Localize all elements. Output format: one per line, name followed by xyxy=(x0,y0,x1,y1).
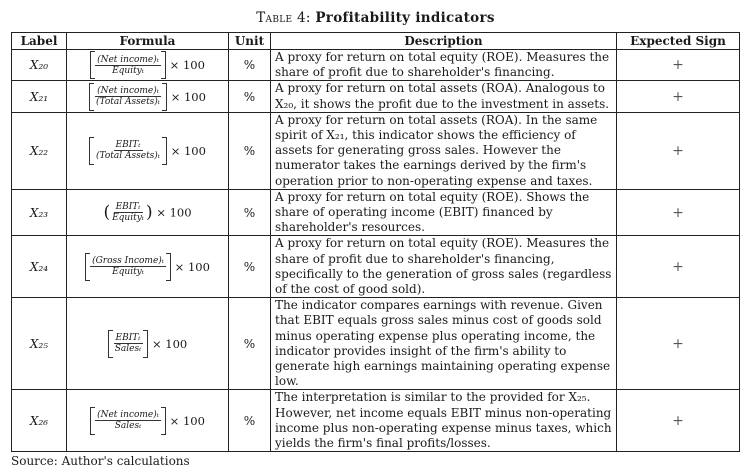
multiplier: × 100 xyxy=(169,58,205,73)
row-formula xyxy=(67,298,229,390)
row-unit: % xyxy=(229,390,271,452)
row-description: The indicator compares earnings with revenue. Given that EBIT equals gross sales minus cost of goods sold minus operating expense plus operating income, the indicator provides insight of the firm's ability to generate high earnings maintaining operating expense low. xyxy=(271,298,617,390)
fraction-denominator: (Total Assets)ₜ xyxy=(96,97,161,108)
header-expected-sign: Expected Sign xyxy=(617,33,740,50)
source-note: Source: Author's calculations xyxy=(11,454,190,469)
fraction-numerator: EBITₜ xyxy=(115,202,141,213)
header-description: Description xyxy=(271,33,617,50)
table-row xyxy=(12,298,740,390)
row-unit: % xyxy=(229,50,271,81)
fraction-numerator: EBITₜ xyxy=(115,333,141,344)
header-formula: Formula xyxy=(67,33,229,50)
table-number: Table 4: xyxy=(256,10,311,26)
header-label: Label xyxy=(12,33,67,50)
close-bracket xyxy=(166,253,171,281)
row-unit: % xyxy=(229,81,271,112)
fraction-denominator: Equityₜ xyxy=(112,65,144,76)
table-row xyxy=(12,189,740,236)
row-unit: % xyxy=(229,236,271,298)
row-label: X₂₄ xyxy=(12,236,67,298)
close-paren: ) xyxy=(146,202,153,223)
table-caption xyxy=(0,10,751,32)
fraction-numerator: (Gross Income)ₜ xyxy=(92,256,164,267)
row-description: The interpretation is similar to the provided for X₂₅. However, net income equals EBIT minus non-operating income plus non-operating expense minus taxes, which yields the firm's final profits/losses. xyxy=(271,390,617,452)
table-row xyxy=(12,112,740,189)
row-unit: % xyxy=(229,189,271,236)
row-unit: % xyxy=(229,298,271,390)
fraction xyxy=(110,202,146,223)
row-label: X₂₆ xyxy=(12,390,67,452)
row-formula xyxy=(67,390,229,452)
row-description: A proxy for return on total equity (ROE). Measures the share of profit due to shareholder's financing. xyxy=(271,50,617,81)
row-expected-sign: + xyxy=(617,189,740,236)
fraction xyxy=(95,410,161,431)
table-title: Profitability indicators xyxy=(315,10,495,26)
fraction xyxy=(95,55,161,76)
close-bracket xyxy=(143,330,148,358)
fraction xyxy=(90,256,166,277)
row-expected-sign: + xyxy=(617,81,740,112)
row-description: A proxy for return on total equity (ROE). Shows the share of operating income (EBIT) financed by shareholder's resources. xyxy=(271,189,617,236)
row-label: X₂₃ xyxy=(12,189,67,236)
fraction-numerator: EBITₜ xyxy=(115,140,141,151)
row-expected-sign: + xyxy=(617,390,740,452)
row-description: A proxy for return on total equity (ROE). Measures the share of profit due to shareholder's financing, specifically to the generation of gross sales (regardless of the cost of good sold). xyxy=(271,236,617,298)
multiplier: × 100 xyxy=(170,143,206,158)
open-paren: ( xyxy=(103,202,111,223)
row-description: A proxy for return on total assets (ROA). In the same spirit of X₂₁, this indicator shows the efficiency of assets for generating gross sales. However the numerator takes the earnings derived by the firm's operation prior to non-operating expense and taxes. xyxy=(271,112,617,189)
fraction-numerator: (Net income)ₜ xyxy=(97,54,159,65)
multiplier: × 100 xyxy=(170,89,206,104)
fraction-denominator: Equityₜ xyxy=(112,213,145,224)
row-formula xyxy=(67,112,229,189)
row-formula xyxy=(67,50,229,81)
row-formula xyxy=(67,81,229,112)
profitability-table xyxy=(11,32,740,452)
table-row xyxy=(12,81,740,112)
fraction xyxy=(94,86,162,107)
row-expected-sign: + xyxy=(617,112,740,189)
row-unit: % xyxy=(229,112,271,189)
fraction-denominator: Equityₜ xyxy=(112,267,144,278)
row-label: X₂₅ xyxy=(12,298,67,390)
fraction xyxy=(94,140,162,161)
row-expected-sign: + xyxy=(617,236,740,298)
table-row xyxy=(12,390,740,452)
close-bracket xyxy=(162,137,167,165)
multiplier: × 100 xyxy=(169,413,205,428)
close-bracket xyxy=(162,83,167,111)
row-label: X₂₀ xyxy=(12,50,67,81)
fraction-denominator: Salesₜ xyxy=(114,421,142,432)
row-expected-sign: + xyxy=(617,298,740,390)
row-formula xyxy=(67,236,229,298)
row-expected-sign: + xyxy=(617,50,740,81)
fraction-numerator: (Net income)ₜ xyxy=(97,410,159,421)
close-bracket xyxy=(161,51,166,79)
row-description: A proxy for return on total assets (ROA). Analogous to X₂₀, it shows the profit due to the investment in assets. xyxy=(271,81,617,112)
table-row xyxy=(12,50,740,81)
close-bracket xyxy=(161,407,166,435)
multiplier: × 100 xyxy=(156,205,192,220)
multiplier: × 100 xyxy=(151,336,188,351)
fraction-numerator: (Net income)ₜ xyxy=(97,86,159,97)
table-row xyxy=(12,236,740,298)
fraction xyxy=(113,333,144,354)
fraction-denominator: Salesₜ xyxy=(114,344,142,355)
multiplier: × 100 xyxy=(174,259,210,274)
header-row xyxy=(12,33,740,50)
row-label: X₂₁ xyxy=(12,81,67,112)
row-label: X₂₂ xyxy=(12,112,67,189)
row-formula xyxy=(67,189,229,236)
fraction-denominator: (Total Assets)ₜ xyxy=(96,151,161,162)
header-unit: Unit xyxy=(229,33,271,50)
